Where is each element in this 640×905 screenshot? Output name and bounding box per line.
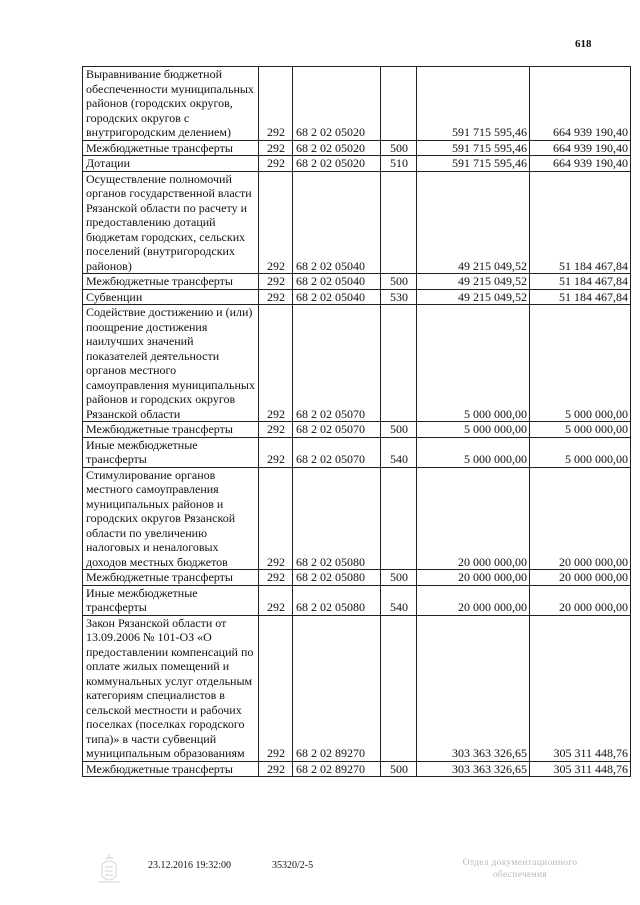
cell-name: Осуществление полномочий органов государственной власти Рязанской области по расчету и предоставлению дотаций бюджетам городских, сельских поселений (внутригородских районов) xyxy=(83,171,259,274)
cell-department-code: 292 xyxy=(259,305,293,422)
cell-amount-2: 5 000 000,00 xyxy=(530,305,631,422)
cell-amount-1: 591 715 595,46 xyxy=(417,140,530,156)
cell-expense-type: 500 xyxy=(381,761,417,777)
cell-name: Иные межбюджетные трансферты xyxy=(83,437,259,467)
cell-amount-2: 664 939 190,40 xyxy=(530,156,631,172)
cell-amount-1: 49 215 049,52 xyxy=(417,289,530,305)
cell-name: Межбюджетные трансферты xyxy=(83,761,259,777)
table-row xyxy=(83,140,631,156)
cell-name: Иные межбюджетные трансферты xyxy=(83,585,259,615)
cell-target-article: 68 2 02 05080 xyxy=(293,585,381,615)
cell-target-article: 68 2 02 05020 xyxy=(293,140,381,156)
cell-amount-1: 303 363 326,65 xyxy=(417,615,530,761)
table-row xyxy=(83,305,631,422)
cell-target-article: 68 2 02 05040 xyxy=(293,171,381,274)
table-row xyxy=(83,289,631,305)
cell-expense-type: 510 xyxy=(381,156,417,172)
table-row xyxy=(83,585,631,615)
cell-expense-type xyxy=(381,67,417,141)
cell-amount-2: 664 939 190,40 xyxy=(530,67,631,141)
cell-amount-1: 20 000 000,00 xyxy=(417,467,530,570)
cell-amount-1: 5 000 000,00 xyxy=(417,437,530,467)
cell-amount-1: 5 000 000,00 xyxy=(417,422,530,438)
cell-amount-2: 20 000 000,00 xyxy=(530,585,631,615)
table-row xyxy=(83,570,631,586)
cell-target-article: 68 2 02 05080 xyxy=(293,570,381,586)
page-number: 618 xyxy=(575,38,592,50)
stamp-line-1: Отдел документационного xyxy=(462,858,578,868)
cell-target-article: 68 2 02 05020 xyxy=(293,156,381,172)
cell-target-article: 68 2 02 05080 xyxy=(293,467,381,570)
cell-department-code: 292 xyxy=(259,140,293,156)
footer-datetime: 23.12.2016 19:32:00 xyxy=(148,860,232,871)
cell-expense-type xyxy=(381,171,417,274)
cell-name: Дотации xyxy=(83,156,259,172)
cell-department-code: 292 xyxy=(259,467,293,570)
table-row xyxy=(83,437,631,467)
cell-expense-type: 500 xyxy=(381,140,417,156)
budget-table-body xyxy=(83,67,631,777)
emblem-watermark-icon xyxy=(96,852,122,886)
cell-target-article: 68 2 02 05040 xyxy=(293,289,381,305)
cell-name: Межбюджетные трансферты xyxy=(83,570,259,586)
cell-name: Содействие достижению и (или) поощрение достижения наилучших значений показателей деятельности органов местного самоуправления муниципальных районов и городских округов Рязанской области xyxy=(83,305,259,422)
cell-amount-1: 591 715 595,46 xyxy=(417,156,530,172)
budget-table xyxy=(82,66,631,777)
cell-target-article: 68 2 02 05070 xyxy=(293,437,381,467)
cell-amount-2: 5 000 000,00 xyxy=(530,437,631,467)
cell-amount-2: 20 000 000,00 xyxy=(530,570,631,586)
cell-amount-1: 49 215 049,52 xyxy=(417,274,530,290)
cell-expense-type: 500 xyxy=(381,570,417,586)
cell-expense-type: 530 xyxy=(381,289,417,305)
cell-name: Межбюджетные трансферты xyxy=(83,274,259,290)
cell-department-code: 292 xyxy=(259,156,293,172)
cell-department-code: 292 xyxy=(259,761,293,777)
table-row xyxy=(83,761,631,777)
cell-name: Закон Рязанской области от 13.09.2006 № 101-ОЗ «О предоставлении компенсаций по оплате жилых помещений и коммунальных услуг отдельным категориям специалистов в сельской местности и рабочих поселках (поселках городского типа)» в части субвенций муниципальным образованиям xyxy=(83,615,259,761)
table-row xyxy=(83,171,631,274)
stamp-line-2: обеспечения xyxy=(492,870,548,880)
cell-target-article: 68 2 02 05070 xyxy=(293,422,381,438)
cell-department-code: 292 xyxy=(259,289,293,305)
table-row xyxy=(83,67,631,141)
cell-expense-type: 500 xyxy=(381,274,417,290)
cell-expense-type: 540 xyxy=(381,585,417,615)
cell-amount-1: 5 000 000,00 xyxy=(417,305,530,422)
cell-amount-1: 20 000 000,00 xyxy=(417,570,530,586)
cell-amount-1: 49 215 049,52 xyxy=(417,171,530,274)
cell-department-code: 292 xyxy=(259,67,293,141)
cell-target-article: 68 2 02 05020 xyxy=(293,67,381,141)
cell-name: Стимулирование органов местного самоуправления муниципальных районов и городских округов Рязанской области по увеличению налоговых и неналоговых доходов местных бюджетов xyxy=(83,467,259,570)
cell-amount-2: 305 311 448,76 xyxy=(530,615,631,761)
cell-expense-type: 500 xyxy=(381,422,417,438)
cell-department-code: 292 xyxy=(259,274,293,290)
cell-department-code: 292 xyxy=(259,570,293,586)
table-row xyxy=(83,615,631,761)
table-row xyxy=(83,156,631,172)
table-row xyxy=(83,467,631,570)
cell-expense-type: 540 xyxy=(381,437,417,467)
cell-name: Субвенции xyxy=(83,289,259,305)
cell-amount-2: 5 000 000,00 xyxy=(530,422,631,438)
cell-target-article: 68 2 02 89270 xyxy=(293,761,381,777)
cell-name: Выравнивание бюджетной обеспеченности муниципальных районов (городских округов, городских округов с внутригородским делением) xyxy=(83,67,259,141)
cell-name: Межбюджетные трансферты xyxy=(83,422,259,438)
cell-name: Межбюджетные трансферты xyxy=(83,140,259,156)
cell-target-article: 68 2 02 05040 xyxy=(293,274,381,290)
cell-amount-2: 51 184 467,84 xyxy=(530,289,631,305)
cell-amount-2: 305 311 448,76 xyxy=(530,761,631,777)
cell-amount-2: 664 939 190,40 xyxy=(530,140,631,156)
footer-doc-code: 35320/2-5 xyxy=(272,860,314,871)
cell-department-code: 292 xyxy=(259,585,293,615)
cell-amount-2: 51 184 467,84 xyxy=(530,274,631,290)
cell-department-code: 292 xyxy=(259,615,293,761)
department-stamp xyxy=(440,857,600,881)
table-row xyxy=(83,422,631,438)
cell-expense-type xyxy=(381,305,417,422)
cell-expense-type xyxy=(381,615,417,761)
cell-department-code: 292 xyxy=(259,437,293,467)
cell-department-code: 292 xyxy=(259,171,293,274)
cell-expense-type xyxy=(381,467,417,570)
cell-department-code: 292 xyxy=(259,422,293,438)
table-row xyxy=(83,274,631,290)
cell-target-article: 68 2 02 89270 xyxy=(293,615,381,761)
cell-amount-1: 20 000 000,00 xyxy=(417,585,530,615)
cell-amount-1: 591 715 595,46 xyxy=(417,67,530,141)
page-footer xyxy=(0,857,640,897)
cell-amount-1: 303 363 326,65 xyxy=(417,761,530,777)
cell-amount-2: 20 000 000,00 xyxy=(530,467,631,570)
cell-target-article: 68 2 02 05070 xyxy=(293,305,381,422)
cell-amount-2: 51 184 467,84 xyxy=(530,171,631,274)
